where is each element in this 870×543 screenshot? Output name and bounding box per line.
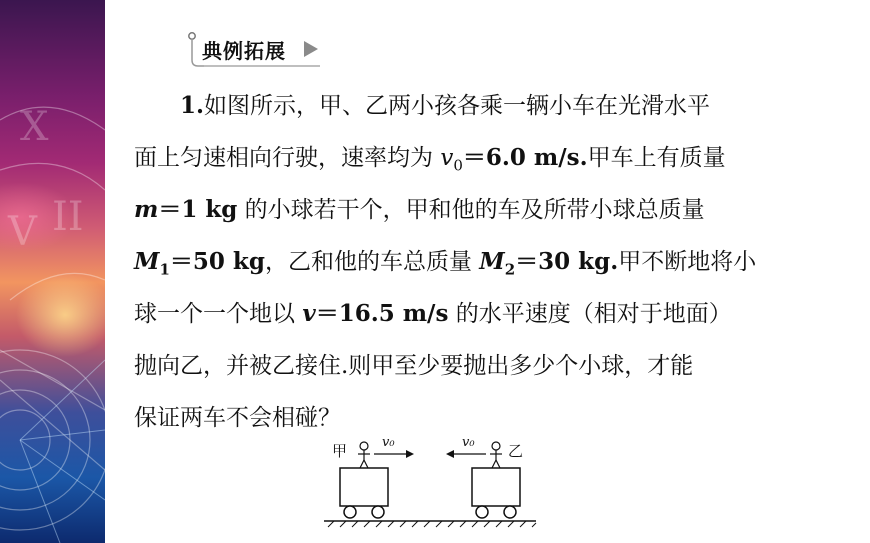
left-velocity-label: v₀ (382, 435, 395, 450)
problem-line-2 (134, 132, 794, 184)
section-title (180, 30, 340, 70)
right-child-figure (490, 442, 502, 468)
problem-line-6 (134, 340, 794, 392)
line-7-text: 保证两车不会相碰？ (134, 405, 341, 431)
v0-subscript: 0 (453, 156, 463, 175)
left-child-figure (358, 442, 370, 468)
problem-line-5 (134, 288, 794, 340)
left-label: 甲 (332, 442, 348, 460)
line-5-text-a: 球一个一个地以 (134, 301, 303, 327)
decorative-side-band (0, 0, 105, 543)
right-velocity-label: v₀ (462, 435, 475, 450)
svg-text:II: II (52, 194, 84, 240)
M2-symbol: M (479, 248, 505, 275)
v0-value: ＝6.0 m/s. (462, 144, 588, 171)
problem-number: 1. (180, 92, 205, 119)
play-arrow-icon (304, 41, 318, 57)
left-cart (340, 468, 388, 518)
line-6-text: 抛向乙，并被乙接住.则甲至少要抛出多少个小球，才能 (134, 353, 694, 379)
line-1-text: 如图所示，甲、乙两小孩各乘一辆小车在光滑水平 (204, 93, 711, 119)
line-2-text-a: 面上匀速相向行驶，速率均为 (134, 145, 441, 171)
M1-subscript: 1 (159, 260, 170, 279)
M2-value: ＝30 kg. (515, 248, 619, 275)
left-arrowhead (406, 450, 414, 458)
line-4-text-b: ，乙和他的车总质量 (264, 249, 480, 275)
m-value: ＝1 kg (158, 196, 238, 223)
problem-line-4 (134, 236, 794, 288)
svg-text:X: X (20, 104, 49, 150)
v0-symbol: v (440, 145, 454, 171)
svg-text:V: V (8, 209, 37, 255)
problem-text (134, 80, 794, 444)
right-label: 乙 (508, 442, 524, 460)
line-2-text-c: 甲车上有质量 (587, 145, 726, 171)
right-cart (472, 468, 520, 518)
M2-subscript: 2 (504, 260, 516, 279)
M1-symbol: M (134, 248, 160, 275)
line-5-text-c: 的水平速度（相对于地面） (448, 301, 732, 327)
ground-hatching (328, 521, 536, 527)
problem-line-3 (134, 184, 794, 236)
decorative-pattern (0, 0, 105, 543)
cart-diagram (320, 428, 540, 528)
right-arrowhead (446, 450, 454, 458)
M1-value: ＝50 kg (169, 248, 265, 275)
line-4-text-d: 甲不断地将小 (618, 249, 757, 275)
m-symbol: m (134, 196, 159, 223)
v-value: ＝16.5 m/s (315, 300, 449, 327)
problem-line-1 (134, 80, 794, 132)
v-symbol: v (302, 300, 316, 327)
line-3-text: 的小球若干个，甲和他的车及所带小球总质量 (237, 197, 705, 223)
title-text: 典例拓展 (202, 39, 286, 63)
